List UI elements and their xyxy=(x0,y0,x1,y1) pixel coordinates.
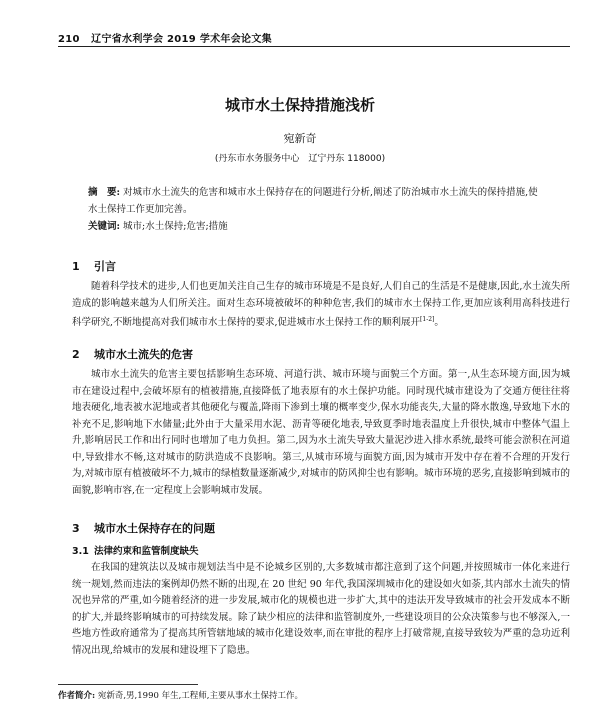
section-3-1-paragraph: 在我国的建筑法以及城市规划法当中是不论城乡区别的,大多数城市都注意到了这个问题,并按照城市一体化来进行统一规划,然而违法的案例却仍然不断的出现,在 20 世纪 90 年代,我国深圳城市化的建设如火如荼,其内部水土流失的情况也异常的严重,如今随着经济的进一步发展,城市化的规模也进一步扩大,其中的违法开发导致城市的社会开发成本不断的扩大,并最终影响城市的可持续发展。除了缺少相应的法律和监管制度外,一些建设项目的公众决策参与也不够深入,一些地方性政府通常为了提高其所管辖地域的城市化建设效率,而在审批的程序上打破常规,直接导致较为严重的急功近利情况出现,给城市的发展和建设埋下了隐患。 xyxy=(72,562,570,656)
abstract-text: 对城市水土流失的危害和城市水土保持存在的问题进行分析,阐述了防治城市水土流失的保持措施,使水土保持工作更加完善。 xyxy=(88,187,538,215)
author-footnote xyxy=(58,689,570,701)
section-title: 城市水土流失的危害 xyxy=(94,348,193,361)
section-2-heading xyxy=(72,346,193,362)
section-2-paragraph: 城市水土流失的危害主要包括影响生态环境、河道行洪、城市环境与面貌三个方面。第一,从生态环境方面,因为城市在建设过程中,会破坏原有的植被措施,直接降低了地表原有的水土保护功能。同时现代城市建设为了交通方便往往将地表硬化,地表被水泥地或者其他硬化与覆盖,降雨下渗到土壤的概率变少,保水功能丧失,大量的降水散逸,导致地下水的补充不足,影响地下水储量;此外由于大量采用水泥、沥青等硬化地表,导致夏季时地表温度上升很快,城市中整体气温上升,影响居民工作和出行同时也增加了电力负担。第二,因为水土流失导致大量泥沙进入排水系统,最终可能会淤积在河道中,导致排水不畅,这对城市的防洪造成不良影响。第三,从城市环境与面貌方面,因为城市开发中存在着不合理的开发行为,对城市原有植被破坏不力,城市的绿植数量逐渐减少,对城市的防风抑尘也有影响。城市环境的恶劣,直接影响到城市的面貌,影响市容,在一定程度上会影响城市发展。 xyxy=(72,369,570,496)
section-number: 2 xyxy=(72,348,80,361)
section-number: 1 xyxy=(72,260,80,273)
footnote-rule xyxy=(58,684,198,685)
paper-title: 城市水土保持措施浅析 xyxy=(224,96,375,114)
section-1-paragraph xyxy=(72,279,570,332)
section-3-heading xyxy=(72,520,215,536)
section-number: 3.1 xyxy=(72,546,89,557)
section-number: 3 xyxy=(72,522,80,535)
paragraph-end: 。 xyxy=(434,317,444,329)
keywords-label: 关键词: xyxy=(88,221,121,232)
citation: [1-2] xyxy=(420,316,435,323)
section-title: 引言 xyxy=(94,260,116,273)
keywords-text: 城市;水土保持;危害;措施 xyxy=(123,221,228,232)
keywords xyxy=(88,218,542,232)
footnote-text: 宛新奇,男,1990 年生,工程师,主要从事水土保持工作。 xyxy=(97,691,303,701)
journal-name: 辽宁省水利学会 2019 学术年会论文集 xyxy=(91,34,272,45)
author-affiliation: (丹东市水务服务中心 辽宁丹东 118000) xyxy=(214,154,386,164)
footnote-label: 作者简介: xyxy=(58,691,96,701)
abstract xyxy=(88,184,542,218)
abstract-label: 摘 要: xyxy=(88,187,121,198)
header-rule xyxy=(58,46,570,47)
section-3-1-heading xyxy=(72,543,199,557)
running-header xyxy=(58,30,272,45)
section-title: 法律约束和监管制度缺失 xyxy=(94,546,199,557)
paper-author: 宛新奇 xyxy=(283,132,317,145)
section-title: 城市水土保持存在的问题 xyxy=(94,522,215,535)
paragraph-text: 随着科学技术的进步,人们也更加关注自己生存的城市环境是不是良好,人们自己的生活是不是健康,因此,水土流失所造成的影响越来越为人们所关注。面对生态环境被破坏的种种危害,我们的城市水土保持工作,更加应该利用高科技进行科学研究,不断地提高对我们城市水土保持的要求,促进城市水土保持工作的顺利展开 xyxy=(72,281,570,329)
section-1-heading xyxy=(72,258,116,274)
page-number: 210 xyxy=(58,34,80,45)
